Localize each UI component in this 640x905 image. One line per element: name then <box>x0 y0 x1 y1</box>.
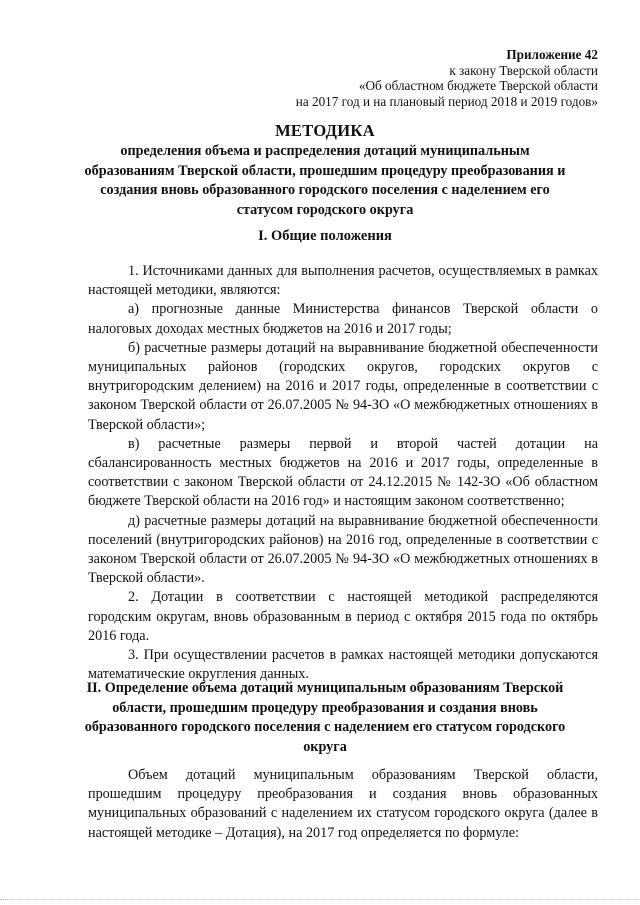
paragraph: б) расчетные размеры дотаций на выравнивание бюджетной обеспеченности муниципальных районов (городских округов, городских округов с внутригородским делением) на 2016 и 2017 годы, определенные в соответствии с законом Тверской области от 26.07.2005 № 94-ЗО «О межбюджетных отношениях в Тверской области»; <box>88 339 598 433</box>
paragraph: в) расчетные размеры первой и второй частей дотации на сбалансированность местных бюджетов на 2016 и 2017 годы, определенные в соответствии с законом Тверской области от 24.12.2015 № 142-ЗО «Об областном бюджете Тверской области на 2016 год» и настоящим законом соответственно; <box>88 435 598 510</box>
paragraph: 3. При осуществлении расчетов в рамках настоящей методики допускаются математические округления данных. <box>88 647 598 683</box>
section-2-heading: II. Определение объема дотаций муниципальным образованиям Тверской области, прошедшим процедуру преобразования и создания вновь образованного городского поселения с наделением его статусом городского округа <box>84 680 566 755</box>
document-subtitle: определения объема и распределения дотаций муниципальным образованиям Тверской области, прошедшим процедуру преобразования и создания вновь образованного городского поселения с наделением его статусом городского округа <box>84 143 566 218</box>
paragraph: а) прогнозные данные Министерства финансов Тверской области о налоговых доходах местных бюджетов на 2016 и 2017 годы; <box>88 301 598 337</box>
paragraph: Объем дотаций муниципальным образованиям Тверской области, прошедшим процедуру преобразования и создания вновь образованных муниципальных образований с наделением их статусом городского округа (далее в настоящей методике – Дотация), на 2017 год определяется по формуле: <box>88 767 598 841</box>
appendix-law-title: «Об областном бюджете Тверской области <box>358 78 598 94</box>
paragraph: д) расчетные размеры дотаций на выравнивание бюджетной обеспеченности поселений (внутригородских районов) на 2016 год, определенные в соответствии с законом Тверской области от 26.07.2005 № 94-ЗО «О межбюджетных отношениях в Тверской области». <box>88 512 598 587</box>
section-1-body <box>88 262 598 684</box>
section-1-heading: I. Общие положения <box>258 228 392 244</box>
document-title: МЕТОДИКА <box>275 121 375 140</box>
appendix-law-period: на 2017 год и на плановый период 2018 и 2019 годов» <box>295 93 598 109</box>
paragraph: 2. Дотации в соответствии с настоящей методикой распределяются городским округам, вновь образованным в период с октября 2015 года по октябрь 2016 года. <box>88 589 598 644</box>
paragraph: 1. Источниками данных для выполнения расчетов, осуществляемых в рамках настоящей методики, являются: <box>88 263 598 299</box>
appendix-header <box>296 47 598 109</box>
appendix-number: Приложение 42 <box>506 47 598 62</box>
section-2-body <box>88 766 598 843</box>
scan-edge-divider <box>0 899 640 901</box>
appendix-law-ref: к закону Тверской области <box>449 62 598 78</box>
